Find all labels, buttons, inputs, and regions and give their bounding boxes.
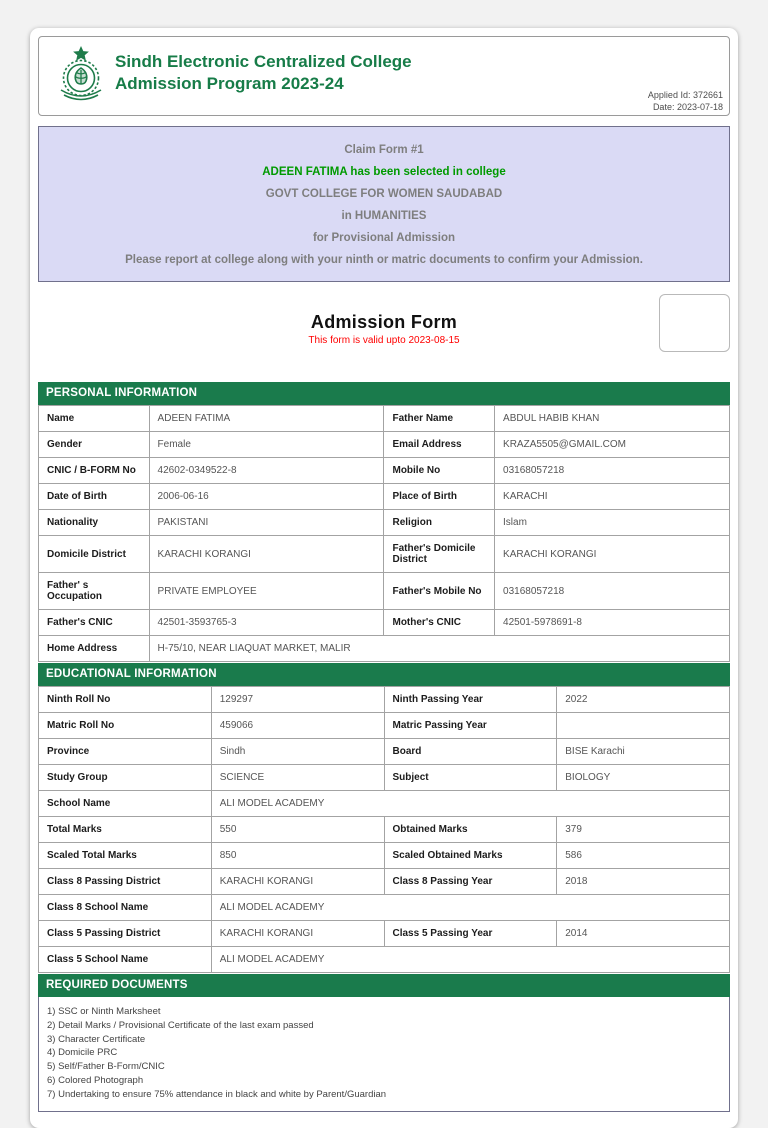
field-value: KARACHI KORANGI	[211, 869, 384, 895]
table-row	[39, 610, 730, 636]
table-row	[39, 869, 730, 895]
field-label: Class 5 School Name	[39, 947, 212, 973]
field-label: School Name	[39, 791, 212, 817]
required-documents-list	[38, 997, 730, 1112]
field-value: 03168057218	[495, 458, 730, 484]
field-label: Total Marks	[39, 817, 212, 843]
field-value: 42501-3593765-3	[149, 610, 384, 636]
table-row	[39, 947, 730, 973]
field-value: 550	[211, 817, 384, 843]
field-value: BISE Karachi	[557, 739, 730, 765]
applied-date: Date: 2023-07-18	[652, 101, 723, 112]
field-label: Home Address	[39, 636, 150, 662]
app-title-line1: Sindh Electronic Centralized College	[115, 52, 412, 71]
form-title: Admission Form	[310, 312, 458, 332]
section-header-educational: EDUCATIONAL INFORMATION	[38, 663, 730, 686]
field-value: KRAZA5505@GMAIL.COM	[495, 432, 730, 458]
field-value: SCIENCE	[211, 765, 384, 791]
field-value: ALI MODEL ACADEMY	[211, 947, 729, 973]
header	[38, 36, 730, 116]
table-row	[39, 484, 730, 510]
field-value: H-75/10, NEAR LIAQUAT MARKET, MALIR	[149, 636, 729, 662]
field-label: Email Address	[384, 432, 495, 458]
field-label: Scaled Obtained Marks	[384, 843, 557, 869]
field-value: 129297	[211, 687, 384, 713]
field-label: Class 5 Passing District	[39, 921, 212, 947]
claim-form-number: Claim Form #1	[344, 144, 424, 156]
app-title-line2: Admission Program 2023-24	[115, 74, 344, 94]
table-row	[39, 895, 730, 921]
field-label: Religion	[384, 510, 495, 536]
table-row	[39, 765, 730, 791]
applied-info	[648, 89, 723, 113]
field-value: Female	[149, 432, 384, 458]
field-value: ALI MODEL ACADEMY	[211, 791, 729, 817]
table-row	[39, 791, 730, 817]
field-label: Father's Domicile District	[384, 536, 495, 573]
claim-college-name: GOVT COLLEGE FOR WOMEN SAUDABAD	[265, 188, 503, 200]
field-label: Board	[384, 739, 557, 765]
field-label: Place of Birth	[384, 484, 495, 510]
field-label: Class 8 Passing Year	[384, 869, 557, 895]
form-validity-note: This form is valid upto 2023-08-15	[308, 335, 460, 346]
field-label: Class 8 School Name	[39, 895, 212, 921]
field-label: Domicile District	[39, 536, 150, 573]
field-label: Matric Roll No	[39, 713, 212, 739]
field-value: 2014	[557, 921, 730, 947]
field-value: ADEEN FATIMA	[149, 406, 384, 432]
field-value: KARACHI KORANGI	[211, 921, 384, 947]
table-row	[39, 921, 730, 947]
field-value: 42602-0349522-8	[149, 458, 384, 484]
section-header-documents: REQUIRED DOCUMENTS	[38, 974, 730, 997]
field-label: Province	[39, 739, 212, 765]
field-value: Islam	[495, 510, 730, 536]
field-label: Class 8 Passing District	[39, 869, 212, 895]
section-header-personal: PERSONAL INFORMATION	[38, 382, 730, 405]
field-value: BIOLOGY	[557, 765, 730, 791]
admission-form-card	[30, 28, 738, 1128]
field-value: PRIVATE EMPLOYEE	[149, 573, 384, 610]
personal-info-table	[38, 405, 730, 662]
document-item: 4) Domicile PRC	[47, 1047, 118, 1059]
field-label: Mobile No	[384, 458, 495, 484]
field-label: Scaled Total Marks	[39, 843, 212, 869]
field-label: Ninth Passing Year	[384, 687, 557, 713]
document-item: 3) Character Certificate	[47, 1033, 146, 1045]
sindh-emblem-logo	[49, 44, 113, 108]
field-value: PAKISTANI	[149, 510, 384, 536]
field-label: Obtained Marks	[384, 817, 557, 843]
document-item: 5) Self/Father B-Form/CNIC	[47, 1061, 165, 1073]
field-value: KARACHI	[495, 484, 730, 510]
field-label: Mother's CNIC	[384, 610, 495, 636]
field-label: Class 5 Passing Year	[384, 921, 557, 947]
field-value: 2022	[557, 687, 730, 713]
table-row	[39, 843, 730, 869]
photo-placeholder-box	[659, 294, 730, 352]
field-label: Date of Birth	[39, 484, 150, 510]
field-label: Subject	[384, 765, 557, 791]
document-item: 2) Detail Marks / Provisional Certificate of the last exam passed	[47, 1019, 314, 1031]
field-value: 2018	[557, 869, 730, 895]
field-value: KARACHI KORANGI	[149, 536, 384, 573]
claim-notice	[38, 126, 730, 282]
table-row	[39, 817, 730, 843]
applied-id: Applied Id: 372661	[647, 89, 723, 100]
claim-selected-line: ADEEN FATIMA has been selected in college	[262, 166, 506, 178]
field-label: Father's Mobile No	[384, 573, 495, 610]
field-label: Father Name	[384, 406, 495, 432]
field-value: Sindh	[211, 739, 384, 765]
table-row	[39, 636, 730, 662]
field-value: 2006-06-16	[149, 484, 384, 510]
field-value: 459066	[211, 713, 384, 739]
table-row	[39, 573, 730, 610]
table-row	[39, 406, 730, 432]
field-label: Ninth Roll No	[39, 687, 212, 713]
table-row	[39, 687, 730, 713]
field-label: Nationality	[39, 510, 150, 536]
field-label: Father' s Occupation	[39, 573, 150, 610]
field-value: 850	[211, 843, 384, 869]
table-row	[39, 739, 730, 765]
claim-faculty: in HUMANITIES	[341, 210, 427, 222]
field-value: KARACHI KORANGI	[495, 536, 730, 573]
table-row	[39, 713, 730, 739]
document-item: 1) SSC or Ninth Marksheet	[47, 1006, 161, 1017]
form-title-area	[38, 292, 730, 368]
field-value: ABDUL HABIB KHAN	[495, 406, 730, 432]
document-item: 7) Undertaking to ensure 75% attendance in black and white by Parent/Guardian	[47, 1088, 387, 1100]
field-label: CNIC / B-FORM No	[39, 458, 150, 484]
document-item: 6) Colored Photograph	[47, 1074, 144, 1086]
app-title	[115, 51, 719, 95]
field-label: Father's CNIC	[39, 610, 150, 636]
field-value: 03168057218	[495, 573, 730, 610]
field-label: Name	[39, 406, 150, 432]
field-value: 586	[557, 843, 730, 869]
star-icon	[73, 46, 89, 61]
field-label: Gender	[39, 432, 150, 458]
field-value	[557, 713, 730, 739]
claim-admission-type: for Provisional Admission	[312, 232, 456, 244]
claim-instructions: Please report at college along with your ninth or matric documents to confirm your Admission.	[125, 254, 643, 266]
table-row	[39, 432, 730, 458]
table-row	[39, 510, 730, 536]
table-row	[39, 536, 730, 573]
table-row	[39, 458, 730, 484]
field-value: 379	[557, 817, 730, 843]
field-label: Matric Passing Year	[384, 713, 557, 739]
educational-info-table	[38, 686, 730, 973]
field-label: Study Group	[39, 765, 212, 791]
field-value: 42501-5978691-8	[495, 610, 730, 636]
field-value: ALI MODEL ACADEMY	[211, 895, 729, 921]
